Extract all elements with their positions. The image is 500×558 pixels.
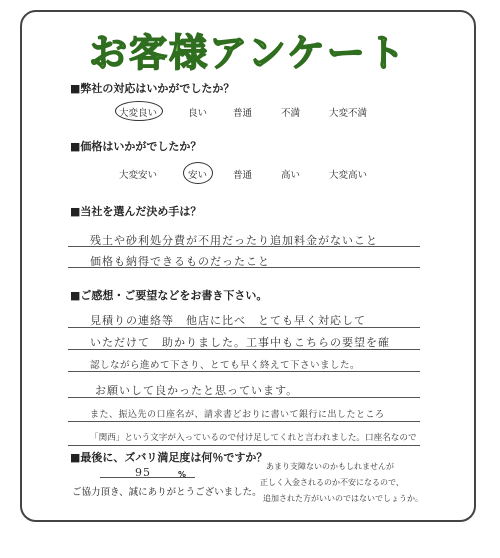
selected-circle-price <box>183 162 213 184</box>
question-reason: ■当社を選んだ決め手は？ <box>70 205 202 218</box>
satisfaction-unit: % <box>178 470 187 479</box>
question-satisfaction: ■最後に、ズバリ満足度は何％ですか？ <box>70 451 268 464</box>
option-service-4[interactable]: 大変不満 <box>329 108 368 119</box>
rule-line <box>68 421 420 422</box>
rule-line <box>68 267 420 268</box>
option-price-3[interactable]: 高い <box>281 170 301 181</box>
options-service <box>95 101 395 121</box>
survey-title: お客様アンケート <box>89 31 407 75</box>
selected-circle-service <box>115 101 163 121</box>
rule-line <box>68 397 420 398</box>
side-note-line-3: 追加された方がいいのではないでしょうか。 <box>263 494 423 503</box>
option-service-0[interactable]: 大変良い <box>119 108 158 119</box>
option-service-3[interactable]: 不満 <box>281 108 301 119</box>
satisfaction-value: 95 <box>135 466 151 479</box>
option-price-0[interactable]: 大変安い <box>119 170 158 181</box>
side-note-line-1: あまり支障ないのかもしれませんが <box>266 462 394 471</box>
comment-line-2: いただけて 助かりました。工事中もこちらの要望を確 <box>90 336 390 349</box>
question-comments: ■ご感想・ご要望などをお書き下さい。 <box>70 289 268 302</box>
rule-line <box>68 445 420 446</box>
option-price-1[interactable]: 安い <box>188 170 208 181</box>
comment-line-1: 見積りの連絡等 他店に比べ とても早く対応して <box>90 314 366 327</box>
rule-line <box>68 327 420 328</box>
option-price-4[interactable]: 大変高い <box>329 170 368 181</box>
option-price-2[interactable]: 普通 <box>233 170 253 181</box>
rule-line <box>68 349 420 350</box>
question-service: ■弊社の対応はいかがでしたか？ <box>70 82 235 95</box>
comment-line-4: お願いして良かったと思っています。 <box>95 384 299 397</box>
rule-line <box>68 246 420 247</box>
option-service-2[interactable]: 普通 <box>233 108 253 119</box>
rule-line <box>68 371 420 372</box>
satisfaction-rule <box>100 477 195 478</box>
question-price: ■価格はいかがでしたか？ <box>70 140 202 153</box>
side-note-line-2: 正しく入金されるのか不安になるので、 <box>260 478 404 487</box>
option-service-1[interactable]: 良い <box>188 108 208 119</box>
reason-line-1: 残土や砂利処分費が不用だったり追加料金がないこと <box>90 234 378 247</box>
footer-thanks: ご協力頂き、誠にありがとうございました。 <box>72 487 262 498</box>
options-price <box>95 163 395 183</box>
comment-line-3: 認しながら進めて下さり、とても早く終えて下さいました。 <box>90 360 361 371</box>
reason-line-2: 価格も納得できるものだったこと <box>90 255 270 268</box>
comment-line-5: また、振込先の口座名が、請求書どおりに書いて銀行に出したところ <box>90 410 385 420</box>
comment-line-6: 「関西」という文字が入っているので付け足してくれと言われました。口座名なので <box>90 433 417 443</box>
